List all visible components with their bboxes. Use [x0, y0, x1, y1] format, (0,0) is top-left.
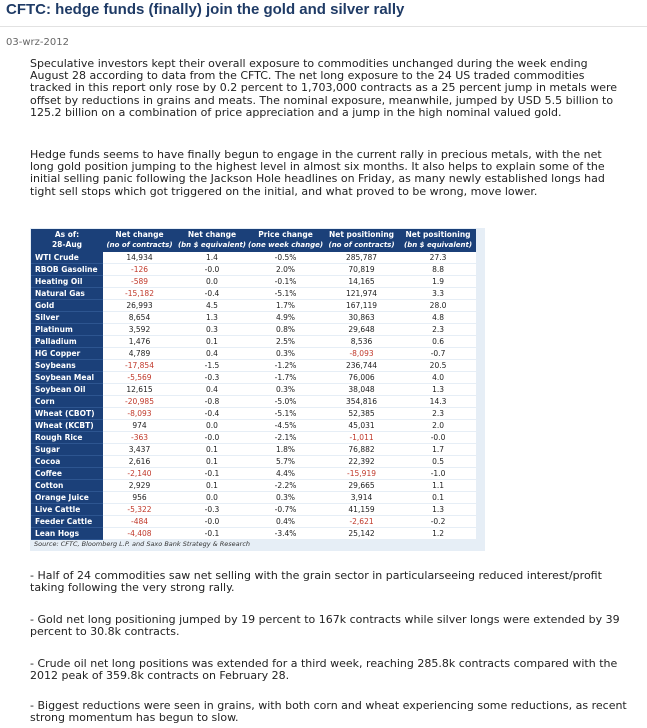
table-row [31, 480, 476, 492]
cell-net-change-contracts: -8,093 [103, 408, 176, 420]
cell-net-positioning-contracts: 29,648 [323, 324, 400, 336]
cell-commodity: Corn [31, 396, 103, 408]
table-row [31, 276, 476, 288]
cell-net-change-contracts: -126 [103, 264, 176, 276]
cell-commodity: Rough Rice [31, 432, 103, 444]
cell-net-change-contracts: 974 [103, 420, 176, 432]
bullet-4: - Biggest reductions were seen in grains, with both corn and wheat experiencing some reductions, as recent strong momentum has begun to slow. [30, 699, 627, 725]
cell-net-positioning-contracts: 41,159 [323, 504, 400, 516]
cell-net-change-bn: 0.4 [176, 348, 248, 360]
cell-net-change-contracts: -363 [103, 432, 176, 444]
cell-net-positioning-bn: -1.0 [400, 468, 476, 480]
cell-net-positioning-contracts: 285,787 [323, 252, 400, 264]
cell-net-change-contracts: 26,993 [103, 300, 176, 312]
cell-net-change-bn: -0.3 [176, 504, 248, 516]
cell-net-change-contracts: 3,592 [103, 324, 176, 336]
cell-net-change-bn: -0.4 [176, 288, 248, 300]
cell-net-positioning-contracts: -8,093 [323, 348, 400, 360]
cell-commodity: Soybean Oil [31, 384, 103, 396]
cell-commodity: RBOB Gasoline [31, 264, 103, 276]
cell-net-change-contracts: -15,182 [103, 288, 176, 300]
cell-net-change-contracts: 956 [103, 492, 176, 504]
col-header-net-positioning-contracts: Net positioning (no of contracts) [323, 229, 400, 252]
cell-net-positioning-contracts: 38,048 [323, 384, 400, 396]
table-row [31, 504, 476, 516]
table-row [31, 528, 476, 540]
title-divider [0, 26, 647, 27]
table-row [31, 300, 476, 312]
cell-net-positioning-contracts: 22,392 [323, 456, 400, 468]
cell-net-change-contracts: 12,615 [103, 384, 176, 396]
cell-price-change: -3.4% [248, 528, 323, 540]
cell-net-change-bn: 0.1 [176, 336, 248, 348]
cell-net-positioning-bn: 1.1 [400, 480, 476, 492]
cell-net-positioning-bn: 1.7 [400, 444, 476, 456]
cell-net-positioning-contracts: 70,819 [323, 264, 400, 276]
cell-net-positioning-bn: 28.0 [400, 300, 476, 312]
cell-net-change-contracts: -2,140 [103, 468, 176, 480]
cell-net-positioning-contracts: 354,816 [323, 396, 400, 408]
cell-net-positioning-bn: 4.8 [400, 312, 476, 324]
cell-net-positioning-bn: 8.8 [400, 264, 476, 276]
positioning-table [30, 228, 485, 551]
cell-price-change: 1.8% [248, 444, 323, 456]
cell-net-change-contracts: 14,934 [103, 252, 176, 264]
table-row [31, 384, 476, 396]
cell-commodity: Soybean Meal [31, 372, 103, 384]
cell-net-positioning-contracts: -15,919 [323, 468, 400, 480]
cell-commodity: Wheat (KCBT) [31, 420, 103, 432]
cell-net-positioning-contracts: 14,165 [323, 276, 400, 288]
cell-net-change-contracts: 4,789 [103, 348, 176, 360]
cell-net-positioning-contracts: 29,665 [323, 480, 400, 492]
cell-net-change-contracts: -5,322 [103, 504, 176, 516]
cell-net-change-bn: -0.1 [176, 528, 248, 540]
table-row [31, 432, 476, 444]
cell-net-change-bn: -0.0 [176, 432, 248, 444]
cell-price-change: -4.5% [248, 420, 323, 432]
cell-net-positioning-bn: 3.3 [400, 288, 476, 300]
cell-commodity: Gold [31, 300, 103, 312]
table-row [31, 324, 476, 336]
cell-commodity: Feeder Cattle [31, 516, 103, 528]
cell-commodity: Cotton [31, 480, 103, 492]
cell-net-positioning-contracts: 76,882 [323, 444, 400, 456]
cell-net-change-contracts: 3,437 [103, 444, 176, 456]
cell-net-change-bn: -0.4 [176, 408, 248, 420]
table-source-note: Source: CFTC, Bloomberg L.P. and Saxo Bank Strategy & Research [34, 540, 251, 548]
cell-net-change-bn: -0.1 [176, 468, 248, 480]
cell-price-change: -5.1% [248, 408, 323, 420]
cell-net-positioning-contracts: 167,119 [323, 300, 400, 312]
article-title: CFTC: hedge funds (finally) join the gold and silver rally [6, 1, 405, 18]
cell-net-change-contracts: -5,569 [103, 372, 176, 384]
cell-price-change: 0.8% [248, 324, 323, 336]
cell-net-positioning-bn: 1.2 [400, 528, 476, 540]
cell-net-change-contracts: 2,616 [103, 456, 176, 468]
table-row [31, 252, 476, 264]
table-row [31, 516, 476, 528]
cell-commodity: Palladium [31, 336, 103, 348]
cell-commodity: Live Cattle [31, 504, 103, 516]
table-row [31, 420, 476, 432]
cell-net-positioning-contracts: 52,385 [323, 408, 400, 420]
table-row [31, 444, 476, 456]
cell-net-positioning-bn: 0.1 [400, 492, 476, 504]
cell-price-change: 2.0% [248, 264, 323, 276]
cell-price-change: 0.3% [248, 492, 323, 504]
cell-commodity: WTI Crude [31, 252, 103, 264]
cell-price-change: 5.7% [248, 456, 323, 468]
table-row [31, 360, 476, 372]
cell-commodity: HG Copper [31, 348, 103, 360]
col-header-price-change: Price change (one week change) [248, 229, 323, 252]
cell-net-positioning-contracts: -1,011 [323, 432, 400, 444]
cell-price-change: 1.7% [248, 300, 323, 312]
cell-net-change-bn: -0.8 [176, 396, 248, 408]
cell-commodity: Soybeans [31, 360, 103, 372]
cell-price-change: -5.1% [248, 288, 323, 300]
table-row [31, 468, 476, 480]
cell-price-change: -0.1% [248, 276, 323, 288]
cell-net-change-bn: 4.5 [176, 300, 248, 312]
cell-price-change: 0.3% [248, 348, 323, 360]
cell-net-positioning-contracts: 45,031 [323, 420, 400, 432]
cell-net-change-bn: 0.1 [176, 444, 248, 456]
cell-commodity: Sugar [31, 444, 103, 456]
table-body [31, 252, 476, 540]
cell-price-change: 4.4% [248, 468, 323, 480]
cell-net-change-bn: 1.3 [176, 312, 248, 324]
cell-net-positioning-contracts: 8,536 [323, 336, 400, 348]
cell-net-positioning-bn: -0.7 [400, 348, 476, 360]
cell-net-positioning-bn: -0.2 [400, 516, 476, 528]
cell-net-change-contracts: 1,476 [103, 336, 176, 348]
cell-commodity: Heating Oil [31, 276, 103, 288]
bullet-1: - Half of 24 commodities saw net selling with the grain sector in particularseeing reduced interest/profit taking following the very strong rally. [30, 569, 602, 595]
table-row [31, 336, 476, 348]
cell-net-change-bn: 0.1 [176, 480, 248, 492]
cell-net-change-contracts: -589 [103, 276, 176, 288]
article-date: 03-wrz-2012 [6, 37, 69, 48]
cell-price-change: 0.3% [248, 384, 323, 396]
cell-net-change-bn: 0.0 [176, 420, 248, 432]
bullet-3: - Crude oil net long positions was extended for a third week, reaching 285.8k contracts compared with the 2012 peak of 359.8k contracts on February 28. [30, 657, 618, 683]
cell-commodity: Natural Gas [31, 288, 103, 300]
table-row [31, 288, 476, 300]
cell-price-change: -0.5% [248, 252, 323, 264]
cell-net-change-bn: -0.3 [176, 372, 248, 384]
table-row [31, 348, 476, 360]
cell-commodity: Cocoa [31, 456, 103, 468]
paragraph-2: Hedge funds seems to have finally begun to engage in the current rally in precious metals, with the net long gold position jumping to the highest level in almost six months. It also helps to explain some of the initial selling panic following the Jackson Hole headlines on Friday, as many newly established longs had tight sell stops which got triggered on the initial, and what proved to be wrong, move lower. [30, 148, 605, 198]
cell-commodity: Platinum [31, 324, 103, 336]
cell-net-positioning-contracts: 236,744 [323, 360, 400, 372]
cell-commodity: Silver [31, 312, 103, 324]
cell-net-positioning-bn: 0.6 [400, 336, 476, 348]
table-row [31, 396, 476, 408]
cell-net-positioning-bn: 0.5 [400, 456, 476, 468]
col-header-net-change-contracts: Net change (no of contracts) [103, 229, 176, 252]
cell-net-positioning-contracts: 30,863 [323, 312, 400, 324]
col-header-as-of: As of: 28-Aug [31, 229, 103, 252]
cell-net-positioning-bn: 2.3 [400, 408, 476, 420]
cftc-table [31, 229, 476, 540]
cell-commodity: Orange Juice [31, 492, 103, 504]
table-row [31, 372, 476, 384]
cell-net-positioning-bn: 1.3 [400, 384, 476, 396]
cell-net-positioning-bn: -0.0 [400, 432, 476, 444]
cell-net-change-contracts: -17,854 [103, 360, 176, 372]
cell-net-positioning-contracts: 121,974 [323, 288, 400, 300]
cell-price-change: -0.7% [248, 504, 323, 516]
cell-net-positioning-bn: 4.0 [400, 372, 476, 384]
cell-net-change-contracts: -4,408 [103, 528, 176, 540]
paragraph-1: Speculative investors kept their overall exposure to commodities unchanged during the week ending August 28 according to data from the CFTC. The net long exposure to the 24 US traded commodities tracked in this report only rose by 0.2 percent to 1,703,000 contracts as a 25 percent jump in metals were offset by reductions in grains and meats. The nominal exposure, meanwhile, jumped by USD 5.5 billion to 125.2 billion on a combination of price appreciation and a jump in the high nominal valued gold. [30, 57, 618, 119]
cell-net-change-bn: 0.0 [176, 276, 248, 288]
cell-net-positioning-bn: 14.3 [400, 396, 476, 408]
cell-net-change-contracts: -484 [103, 516, 176, 528]
bullet-2: - Gold net long positioning jumped by 19 percent to 167k contracts while silver longs were extended by 39 percent to 30.8k contracts. [30, 613, 620, 639]
col-header-net-positioning-bn: Net positioning (bn $ equivalent) [400, 229, 476, 252]
cell-price-change: -1.7% [248, 372, 323, 384]
cell-net-change-bn: 1.4 [176, 252, 248, 264]
cell-price-change: 2.5% [248, 336, 323, 348]
cell-net-change-bn: 0.0 [176, 492, 248, 504]
cell-price-change: -5.0% [248, 396, 323, 408]
cell-net-change-bn: -0.0 [176, 264, 248, 276]
cell-commodity: Coffee [31, 468, 103, 480]
cell-commodity: Wheat (CBOT) [31, 408, 103, 420]
cell-net-positioning-bn: 2.0 [400, 420, 476, 432]
cell-net-positioning-contracts: 25,142 [323, 528, 400, 540]
table-row [31, 456, 476, 468]
table-row [31, 312, 476, 324]
cell-net-change-bn: -0.0 [176, 516, 248, 528]
cell-net-positioning-bn: 1.9 [400, 276, 476, 288]
cell-net-change-bn: 0.1 [176, 456, 248, 468]
cell-price-change: -1.2% [248, 360, 323, 372]
cell-price-change: 0.4% [248, 516, 323, 528]
cell-net-positioning-bn: 1.3 [400, 504, 476, 516]
cell-commodity: Lean Hogs [31, 528, 103, 540]
cell-net-positioning-contracts: 3,914 [323, 492, 400, 504]
cell-price-change: 4.9% [248, 312, 323, 324]
cell-net-positioning-bn: 20.5 [400, 360, 476, 372]
cell-net-positioning-bn: 27.3 [400, 252, 476, 264]
cell-net-change-contracts: 2,929 [103, 480, 176, 492]
cell-net-change-bn: -1.5 [176, 360, 248, 372]
cell-price-change: -2.2% [248, 480, 323, 492]
cell-price-change: -2.1% [248, 432, 323, 444]
table-row [31, 492, 476, 504]
table-header-row [31, 229, 476, 252]
cell-net-change-bn: 0.4 [176, 384, 248, 396]
cell-net-positioning-bn: 2.3 [400, 324, 476, 336]
table-row [31, 408, 476, 420]
table-row [31, 264, 476, 276]
cell-net-change-bn: 0.3 [176, 324, 248, 336]
col-header-net-change-bn: Net change (bn $ equivalent) [176, 229, 248, 252]
cell-net-change-contracts: -20,985 [103, 396, 176, 408]
cell-net-positioning-contracts: 76,006 [323, 372, 400, 384]
cell-net-positioning-contracts: -2,621 [323, 516, 400, 528]
cell-net-change-contracts: 8,654 [103, 312, 176, 324]
